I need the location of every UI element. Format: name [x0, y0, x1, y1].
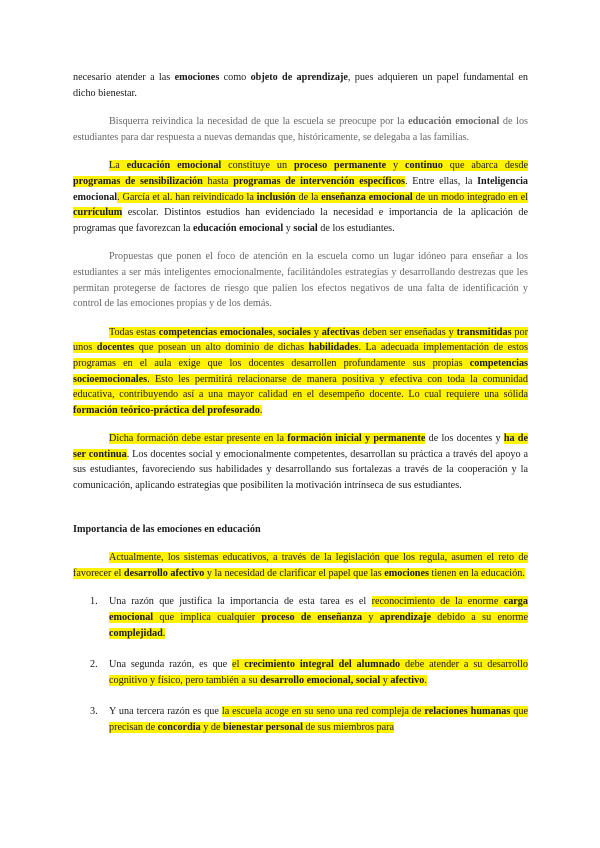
highlight-bold-run: programas de sensibilización — [73, 175, 203, 187]
bold-run: educación emocional — [408, 116, 500, 128]
highlight-bold-run: ha de ser — [73, 433, 528, 460]
highlight-run: y — [310, 326, 322, 338]
highlight-run: de la — [295, 191, 322, 203]
bold-run: emociones — [174, 72, 220, 83]
highlight-run: que abarca desde — [442, 160, 529, 172]
intro-paragraph — [73, 550, 528, 581]
highlight-bold-run: concordia — [157, 722, 201, 733]
text-run: . Los docentes social y emocionalmente competentes, desarrollan su práctica a través del apoyo a sus estudiantes, favoreciendo sus habilidades y desarrollando sus fortalezas a través de la cooperación y la comunicación, aplicando estrategias que posibiliten la motivación intrínseca de sus estudiantes. — [73, 448, 528, 492]
highlight-run: el — [232, 659, 245, 671]
highlight-bold-run: enseñanza emocional — [321, 191, 413, 203]
highlight-run: que precisan de — [109, 706, 528, 733]
highlight-bold-run: competencias emocionales — [158, 326, 273, 338]
bold-run: objeto de aprendizaje — [250, 72, 348, 83]
highlight-run: tienen en la educación. — [428, 567, 525, 579]
highlight-bold-run: formación teórico-práctica del profesorado — [73, 404, 260, 416]
highlight-bold-run: docentes — [96, 342, 135, 354]
highlight-run: y — [380, 674, 391, 686]
text-run: de los estudiantes. — [317, 222, 395, 234]
highlight-run: . La adecuada implementación de estos programas en el aula exige que los docentes desarrollen profundamente sus propias — [73, 342, 528, 369]
highlight-bold-run: afectivas — [321, 326, 360, 338]
highlight-run: y de — [200, 722, 224, 733]
list-item — [73, 657, 528, 688]
highlight-run: Dicha formación debe estar presente en la — [109, 433, 288, 445]
reasons-list — [73, 594, 528, 735]
paragraph-2 — [73, 158, 528, 236]
text-run: de los estudiantes para dar respuesta a nuevas demandas que, históricamente, se delegaba a las familias. — [73, 116, 528, 143]
highlight-bold-run: emociones — [384, 567, 429, 579]
highlight-bold-run: crecimiento integral del alumnado — [244, 659, 401, 671]
paragraph-4 — [73, 325, 528, 419]
highlight-bold-run: transmitidas — [456, 326, 512, 338]
highlight-bold-run: bienestar personal — [223, 722, 303, 733]
highlight-run: reconocimiento de la enorme — [371, 596, 504, 608]
list-item — [73, 594, 528, 641]
document-body — [73, 70, 528, 752]
highlight-run: de un modo integrado en el — [412, 191, 529, 203]
text-run: Y una tercera razón es que — [109, 706, 222, 718]
section-heading: Importancia de las emociones en educación — [73, 523, 261, 535]
highlight-run: debe atender a su desarrollo cognitivo y físico, pero también a su — [109, 659, 528, 686]
list-number: 2. — [90, 659, 98, 671]
highlight-run: debido a su enorme — [431, 612, 528, 624]
highlight-bold-run: desarrollo emocional, social — [260, 674, 381, 686]
text-run: y — [283, 222, 294, 234]
highlight-bold-run: currículum — [73, 207, 123, 219]
highlight-bold-run: continua — [88, 448, 127, 460]
text-run: necesario atender a las — [73, 72, 175, 83]
text-run: Una razón que justifica la importancia de esta tarea es el — [109, 596, 372, 608]
highlight-bold-run: habilidades — [308, 342, 359, 354]
highlight-bold-run: programas de intervención específicos — [233, 175, 406, 187]
highlight-run: . — [162, 627, 166, 639]
text-run: de los docentes y — [425, 433, 504, 445]
paragraph-1 — [73, 114, 528, 145]
highlight-run: . — [259, 404, 263, 416]
paragraph-5 — [73, 431, 528, 493]
highlight-bold-run: sociales — [278, 326, 311, 338]
highlight-run: que implica cualquier — [153, 612, 262, 624]
highlight-bold-run: continuo — [404, 160, 443, 172]
highlight-run: la escuela acoge en su seno una red compleja de — [221, 706, 425, 718]
highlight-run: por unos — [73, 326, 528, 354]
list-number: 3. — [90, 706, 98, 718]
highlight-bold-run: competencias socioemocionales — [73, 357, 528, 385]
highlight-bold-run: complejidad — [109, 627, 163, 639]
highlight-run: , — [272, 326, 278, 338]
highlight-run: . García et al. han reivindicado la — [117, 191, 257, 203]
highlight-bold-run: inclusión — [256, 191, 296, 203]
highlight-bold-run: proceso de enseñanza — [261, 612, 363, 624]
highlight-bold-run: educación emocional — [126, 160, 222, 172]
highlight-run: Todas estas — [109, 326, 159, 338]
text-run: como — [219, 72, 251, 83]
text-run: Propuestas que ponen el foco de atención en la escuela como un lugar idóneo para enseñar a los estudiantes a ser más inteligentes emocionalmente, facilitándoles estrategias y desarrollando destrezas que les permitan protegerse de factores de riesgo que palíen los efectos negativos de una falta de identificación y control de las emociones propias y de los demás. — [73, 251, 528, 310]
highlight-run: constituye un — [221, 160, 294, 172]
highlight-run: y la necesidad de clarificar el papel que las — [204, 567, 385, 579]
text-run: Una segunda razón, es que — [109, 659, 233, 671]
highlight-run: hasta — [202, 175, 234, 187]
highlight-run: que posean un alto dominio de dichas — [134, 342, 309, 354]
highlight-bold-run: formación inicial y permanente — [287, 433, 426, 445]
text-run: Bisquerra reivindica la necesidad de que la escuela se preocupe por la — [109, 116, 409, 128]
highlight-run: de sus miembros para — [302, 722, 395, 733]
highlight-run: La — [109, 160, 127, 172]
highlight-run: deben ser enseñadas y — [359, 326, 457, 338]
text-run: escolar. Distintos estudios han evidenciado la necesidad e importancia de la aplicación de programas que favorezcan la — [73, 207, 528, 234]
highlight-bold-run: proceso permanente — [293, 160, 387, 172]
text-run: . Entre ellas, la — [405, 175, 478, 187]
paragraph-0 — [73, 70, 528, 101]
text-run: , pues adquieren un papel fundamental en dicho bienestar. — [73, 72, 528, 99]
bold-run: Inteligencia emocional — [73, 175, 529, 203]
bold-run: social — [293, 222, 318, 234]
highlight-run: . Esto les permitirá relacionarse de manera positiva y efectiva con toda la comunidad educativa, contribuyendo así a una mayor calidad en el desempeño docente. Lo cual requiere una sólida — [73, 373, 528, 401]
highlight-run: Actualmente, los sistemas educativos, a través de la legislación que los regula, asumen el reto de favorecer el — [73, 552, 528, 579]
highlight-run: y — [386, 160, 405, 172]
highlight-bold-run: carga emocional — [109, 596, 528, 624]
highlight-bold-run: relaciones humanas — [424, 706, 511, 718]
list-item — [73, 704, 528, 735]
highlight-bold-run: aprendizaje — [379, 612, 432, 624]
highlight-run: y — [362, 612, 380, 624]
bold-run: educación emocional — [192, 222, 284, 234]
highlight-bold-run: desarrollo afectivo — [123, 567, 205, 579]
paragraph-3 — [73, 249, 528, 311]
highlight-run: . — [424, 674, 427, 686]
list-number: 1. — [90, 596, 98, 608]
highlight-bold-run: afectivo — [390, 674, 425, 686]
